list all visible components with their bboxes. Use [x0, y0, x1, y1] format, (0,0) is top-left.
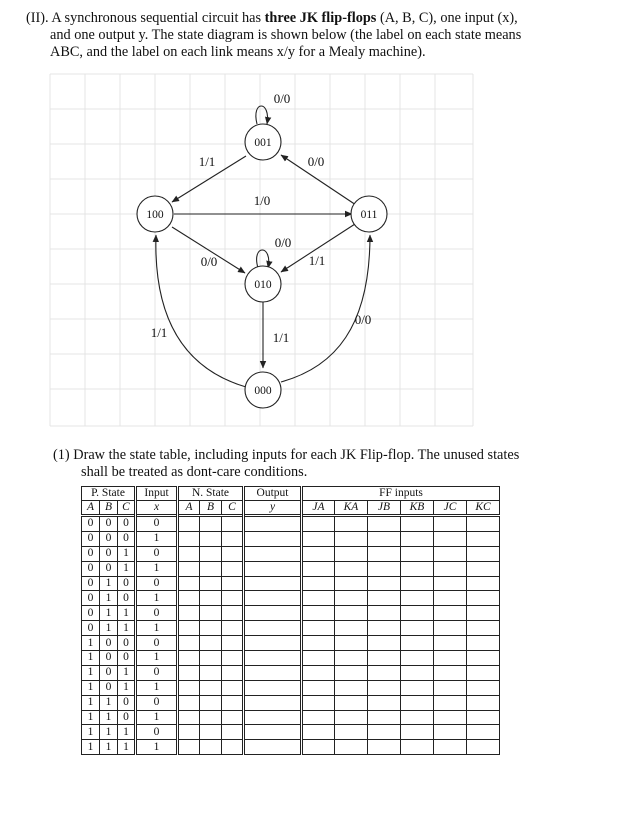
cell-jc[interactable]: [434, 651, 467, 666]
col-kb: KB: [401, 501, 434, 516]
cell-a: 0: [82, 621, 100, 636]
cell-ja[interactable]: [302, 740, 335, 755]
cell-c: 0: [118, 531, 136, 546]
state-diagram: [45, 72, 477, 428]
cell-a: 0: [82, 576, 100, 591]
cell-nc[interactable]: [222, 561, 244, 576]
cell-na[interactable]: [178, 665, 200, 680]
cell-nc[interactable]: [222, 740, 244, 755]
cell-nc[interactable]: [222, 546, 244, 561]
cell-ja[interactable]: [302, 651, 335, 666]
cell-y[interactable]: [244, 621, 302, 636]
cell-nb[interactable]: [200, 576, 222, 591]
cell-a: 0: [82, 561, 100, 576]
table-row: [82, 576, 500, 591]
cell-ja[interactable]: [302, 591, 335, 606]
cell-kc[interactable]: [467, 606, 500, 621]
cell-c: 0: [118, 710, 136, 725]
cell-c: 1: [118, 621, 136, 636]
cell-nc[interactable]: [222, 591, 244, 606]
cell-jb[interactable]: [368, 606, 401, 621]
cell-c: 1: [118, 546, 136, 561]
cell-nb[interactable]: [200, 665, 222, 680]
cell-x: 0: [136, 576, 178, 591]
col-jc: JC: [434, 501, 467, 516]
cell-x: 0: [136, 725, 178, 740]
cell-x: 1: [136, 561, 178, 576]
state-label-000: 000: [254, 385, 272, 397]
cell-x: 0: [136, 606, 178, 621]
header-output: Output: [244, 487, 302, 501]
cell-jb[interactable]: [368, 740, 401, 755]
cell-ja[interactable]: [302, 546, 335, 561]
cell-jc[interactable]: [434, 695, 467, 710]
cell-a: 1: [82, 710, 100, 725]
cell-a: 1: [82, 651, 100, 666]
edge-label-100-010: 0/0: [200, 254, 218, 269]
cell-nc[interactable]: [222, 516, 244, 532]
cell-nc[interactable]: [222, 621, 244, 636]
cell-x: 0: [136, 695, 178, 710]
cell-c: 0: [118, 651, 136, 666]
cell-kb[interactable]: [401, 516, 434, 532]
header-nstate: N. State: [178, 487, 244, 501]
edge-label-011-010: 1/1: [308, 253, 326, 268]
cell-b: 1: [100, 576, 118, 591]
cell-y[interactable]: [244, 725, 302, 740]
cell-b: 0: [100, 561, 118, 576]
table-row: [82, 695, 500, 710]
cell-ja[interactable]: [302, 665, 335, 680]
cell-kb[interactable]: [401, 531, 434, 546]
cell-na[interactable]: [178, 591, 200, 606]
cell-na[interactable]: [178, 651, 200, 666]
question-text-2: shall be treated as dont-care conditions.: [81, 464, 308, 480]
cell-nb[interactable]: [200, 740, 222, 755]
cell-c: 1: [118, 740, 136, 755]
cell-ja[interactable]: [302, 695, 335, 710]
cell-kc[interactable]: [467, 725, 500, 740]
cell-na[interactable]: [178, 621, 200, 636]
cell-b: 1: [100, 725, 118, 740]
state-label-010: 010: [254, 279, 272, 291]
cell-kb[interactable]: [401, 576, 434, 591]
cell-nc[interactable]: [222, 725, 244, 740]
cell-nc[interactable]: [222, 680, 244, 695]
cell-kb[interactable]: [401, 546, 434, 561]
cell-kc[interactable]: [467, 546, 500, 561]
edge-label-001-100: 1/1: [198, 154, 216, 169]
cell-kb[interactable]: [401, 710, 434, 725]
table-body: [82, 516, 500, 755]
cell-ka[interactable]: [335, 561, 368, 576]
cell-nb[interactable]: [200, 621, 222, 636]
cell-jc[interactable]: [434, 710, 467, 725]
cell-x: 1: [136, 591, 178, 606]
cell-na[interactable]: [178, 725, 200, 740]
cell-nb[interactable]: [200, 561, 222, 576]
cell-y[interactable]: [244, 636, 302, 651]
cell-y[interactable]: [244, 680, 302, 695]
col-nb: B: [200, 501, 222, 516]
cell-c: 1: [118, 725, 136, 740]
state-label-100: 100: [146, 209, 164, 221]
cell-c: 1: [118, 561, 136, 576]
cell-kc[interactable]: [467, 710, 500, 725]
question-text-1: Draw the state table, including inputs for each JK Flip-flop. The unused states: [73, 447, 520, 463]
table-row: [82, 516, 500, 532]
cell-c: 1: [118, 680, 136, 695]
table-row: [82, 636, 500, 651]
cell-ja[interactable]: [302, 561, 335, 576]
table-row: [82, 740, 500, 755]
cell-nc[interactable]: [222, 636, 244, 651]
cell-jb[interactable]: [368, 531, 401, 546]
cell-x: 0: [136, 665, 178, 680]
table-row: [82, 591, 500, 606]
problem-text-2: and one output y. The state diagram is shown below (the label on each state means: [50, 27, 522, 43]
cell-jb[interactable]: [368, 651, 401, 666]
table-row: [82, 621, 500, 636]
cell-b: 0: [100, 636, 118, 651]
cell-x: 1: [136, 740, 178, 755]
edge-label-010-010: 0/0: [274, 235, 292, 250]
cell-nb[interactable]: [200, 651, 222, 666]
table-row: [82, 725, 500, 740]
cell-kb[interactable]: [401, 695, 434, 710]
cell-na[interactable]: [178, 710, 200, 725]
table-row: [82, 680, 500, 695]
cell-y[interactable]: [244, 561, 302, 576]
state-label-011: 011: [360, 209, 378, 221]
cell-kc[interactable]: [467, 680, 500, 695]
cell-jc[interactable]: [434, 680, 467, 695]
col-b: B: [100, 501, 118, 516]
edge-label-011-001: 0/0: [307, 154, 325, 169]
cell-x: 1: [136, 680, 178, 695]
self-loop-010: [257, 250, 269, 268]
cell-b: 1: [100, 740, 118, 755]
cell-ka[interactable]: [335, 636, 368, 651]
cell-jc[interactable]: [434, 665, 467, 680]
edge-label-100-011: 1/0: [253, 193, 271, 208]
cell-kb[interactable]: [401, 591, 434, 606]
cell-kc[interactable]: [467, 576, 500, 591]
table-row: [82, 561, 500, 576]
col-kc: KC: [467, 501, 500, 516]
cell-kc[interactable]: [467, 516, 500, 532]
cell-nc[interactable]: [222, 576, 244, 591]
cell-nb[interactable]: [200, 710, 222, 725]
cell-jb[interactable]: [368, 576, 401, 591]
cell-x: 1: [136, 621, 178, 636]
cell-jc[interactable]: [434, 576, 467, 591]
problem-number: (II).: [26, 10, 49, 26]
cell-jb[interactable]: [368, 636, 401, 651]
cell-na[interactable]: [178, 516, 200, 532]
cell-a: 1: [82, 725, 100, 740]
cell-jc[interactable]: [434, 561, 467, 576]
cell-nb[interactable]: [200, 636, 222, 651]
edge-label-001-001: 0/0: [273, 91, 291, 106]
cell-ja[interactable]: [302, 576, 335, 591]
cell-y[interactable]: [244, 651, 302, 666]
cell-kb[interactable]: [401, 651, 434, 666]
cell-b: 1: [100, 710, 118, 725]
cell-nb[interactable]: [200, 680, 222, 695]
cell-ka[interactable]: [335, 651, 368, 666]
table-row: [82, 531, 500, 546]
cell-ka[interactable]: [335, 695, 368, 710]
cell-x: 1: [136, 531, 178, 546]
cell-x: 1: [136, 651, 178, 666]
cell-nc[interactable]: [222, 651, 244, 666]
cell-nb[interactable]: [200, 695, 222, 710]
cell-kc[interactable]: [467, 695, 500, 710]
cell-c: 0: [118, 516, 136, 532]
cell-kc[interactable]: [467, 651, 500, 666]
cell-kc[interactable]: [467, 561, 500, 576]
col-ja: JA: [302, 501, 335, 516]
cell-a: 0: [82, 531, 100, 546]
table-row: [82, 710, 500, 725]
cell-a: 1: [82, 740, 100, 755]
cell-ka[interactable]: [335, 621, 368, 636]
cell-nc[interactable]: [222, 606, 244, 621]
cell-ja[interactable]: [302, 710, 335, 725]
cell-ka[interactable]: [335, 740, 368, 755]
cell-ja[interactable]: [302, 531, 335, 546]
cell-jc[interactable]: [434, 725, 467, 740]
edge-label-000-011: 0/0: [354, 312, 372, 327]
cell-kb[interactable]: [401, 665, 434, 680]
cell-c: 1: [118, 606, 136, 621]
cell-ja[interactable]: [302, 606, 335, 621]
col-jb: JB: [368, 501, 401, 516]
edge-label-010-000: 1/1: [272, 330, 290, 345]
problem-text-bold: three JK flip-flops: [264, 10, 377, 26]
header-pstate: P. State: [82, 487, 136, 501]
cell-nc[interactable]: [222, 665, 244, 680]
cell-na[interactable]: [178, 680, 200, 695]
cell-jb[interactable]: [368, 561, 401, 576]
cell-a: 1: [82, 636, 100, 651]
cell-nb[interactable]: [200, 591, 222, 606]
cell-ka[interactable]: [335, 591, 368, 606]
cell-ja[interactable]: [302, 516, 335, 532]
cell-ja[interactable]: [302, 636, 335, 651]
cell-y[interactable]: [244, 695, 302, 710]
cell-ka[interactable]: [335, 725, 368, 740]
cell-na[interactable]: [178, 546, 200, 561]
cell-jb[interactable]: [368, 680, 401, 695]
problem-text-1b: (A, B, C), one input (x),: [376, 10, 518, 26]
cell-ja[interactable]: [302, 680, 335, 695]
cell-nc[interactable]: [222, 710, 244, 725]
problem-text-3: ABC, and the label on each link means x/y for a Mealy machine).: [50, 44, 426, 60]
problem-text-1a: A synchronous sequential circuit has: [51, 10, 265, 26]
cell-na[interactable]: [178, 740, 200, 755]
cell-x: 0: [136, 516, 178, 532]
cell-kc[interactable]: [467, 591, 500, 606]
cell-kb[interactable]: [401, 636, 434, 651]
cell-b: 1: [100, 695, 118, 710]
table-row: [82, 546, 500, 561]
cell-jc[interactable]: [434, 591, 467, 606]
cell-b: 0: [100, 531, 118, 546]
table-row: [82, 606, 500, 621]
col-c: C: [118, 501, 136, 516]
cell-b: 1: [100, 591, 118, 606]
cell-b: 0: [100, 665, 118, 680]
cell-x: 0: [136, 636, 178, 651]
cell-a: 0: [82, 606, 100, 621]
cell-kb[interactable]: [401, 725, 434, 740]
cell-ka[interactable]: [335, 710, 368, 725]
cell-kc[interactable]: [467, 740, 500, 755]
cell-c: 0: [118, 576, 136, 591]
cell-ka[interactable]: [335, 680, 368, 695]
cell-na[interactable]: [178, 695, 200, 710]
cell-jc[interactable]: [434, 516, 467, 532]
header-input: Input: [136, 487, 178, 501]
col-na: A: [178, 501, 200, 516]
table-row: [82, 665, 500, 680]
cell-jc[interactable]: [434, 621, 467, 636]
cell-y[interactable]: [244, 740, 302, 755]
problem-statement: [26, 10, 610, 61]
edge-label-000-100: 1/1: [150, 325, 168, 340]
col-ka: KA: [335, 501, 368, 516]
cell-jb[interactable]: [368, 516, 401, 532]
cell-c: 1: [118, 665, 136, 680]
cell-a: 1: [82, 695, 100, 710]
cell-b: 0: [100, 680, 118, 695]
cell-kb[interactable]: [401, 606, 434, 621]
cell-a: 1: [82, 680, 100, 695]
cell-a: 0: [82, 516, 100, 532]
cell-jc[interactable]: [434, 606, 467, 621]
cell-na[interactable]: [178, 636, 200, 651]
cell-y[interactable]: [244, 665, 302, 680]
cell-nb[interactable]: [200, 516, 222, 532]
cell-jb[interactable]: [368, 725, 401, 740]
cell-jc[interactable]: [434, 740, 467, 755]
cell-y[interactable]: [244, 546, 302, 561]
cell-ka[interactable]: [335, 546, 368, 561]
state-table: [81, 486, 500, 755]
cell-a: 0: [82, 591, 100, 606]
cell-ka[interactable]: [335, 516, 368, 532]
cell-ka[interactable]: [335, 606, 368, 621]
cell-kc[interactable]: [467, 531, 500, 546]
cell-na[interactable]: [178, 576, 200, 591]
cell-y[interactable]: [244, 606, 302, 621]
cell-kb[interactable]: [401, 740, 434, 755]
question-number: (1): [53, 447, 70, 463]
cell-ka[interactable]: [335, 576, 368, 591]
cell-na[interactable]: [178, 561, 200, 576]
cell-ja[interactable]: [302, 621, 335, 636]
question-1: [53, 447, 605, 481]
cell-y[interactable]: [244, 516, 302, 532]
cell-c: 0: [118, 695, 136, 710]
cell-nc[interactable]: [222, 531, 244, 546]
col-y: y: [244, 501, 302, 516]
cell-b: 0: [100, 516, 118, 532]
cell-c: 0: [118, 636, 136, 651]
cell-na[interactable]: [178, 531, 200, 546]
cell-kc[interactable]: [467, 636, 500, 651]
cell-jc[interactable]: [434, 636, 467, 651]
cell-jb[interactable]: [368, 710, 401, 725]
cell-b: 0: [100, 546, 118, 561]
cell-b: 0: [100, 651, 118, 666]
col-x: x: [136, 501, 178, 516]
cell-kb[interactable]: [401, 680, 434, 695]
cell-jb[interactable]: [368, 591, 401, 606]
cell-jc[interactable]: [434, 531, 467, 546]
cell-kc[interactable]: [467, 621, 500, 636]
col-a: A: [82, 501, 100, 516]
cell-x: 1: [136, 710, 178, 725]
cell-c: 0: [118, 591, 136, 606]
col-nc: C: [222, 501, 244, 516]
cell-b: 1: [100, 606, 118, 621]
cell-y[interactable]: [244, 576, 302, 591]
header-ff-inputs: FF inputs: [302, 487, 500, 501]
cell-nb[interactable]: [200, 606, 222, 621]
cell-a: 0: [82, 546, 100, 561]
cell-y[interactable]: [244, 710, 302, 725]
cell-jb[interactable]: [368, 546, 401, 561]
cell-y[interactable]: [244, 591, 302, 606]
cell-a: 1: [82, 665, 100, 680]
edge-000-011: [281, 235, 370, 382]
cell-ka[interactable]: [335, 665, 368, 680]
table-row: [82, 651, 500, 666]
cell-ja[interactable]: [302, 725, 335, 740]
state-label-001: 001: [254, 137, 272, 149]
cell-nb[interactable]: [200, 725, 222, 740]
cell-kb[interactable]: [401, 621, 434, 636]
cell-y[interactable]: [244, 531, 302, 546]
cell-nc[interactable]: [222, 695, 244, 710]
cell-kc[interactable]: [467, 665, 500, 680]
cell-x: 0: [136, 546, 178, 561]
cell-jb[interactable]: [368, 621, 401, 636]
cell-kb[interactable]: [401, 561, 434, 576]
cell-jb[interactable]: [368, 665, 401, 680]
cell-jb[interactable]: [368, 695, 401, 710]
cell-na[interactable]: [178, 606, 200, 621]
cell-jc[interactable]: [434, 546, 467, 561]
cell-b: 1: [100, 621, 118, 636]
cell-nb[interactable]: [200, 531, 222, 546]
cell-ka[interactable]: [335, 531, 368, 546]
cell-nb[interactable]: [200, 546, 222, 561]
